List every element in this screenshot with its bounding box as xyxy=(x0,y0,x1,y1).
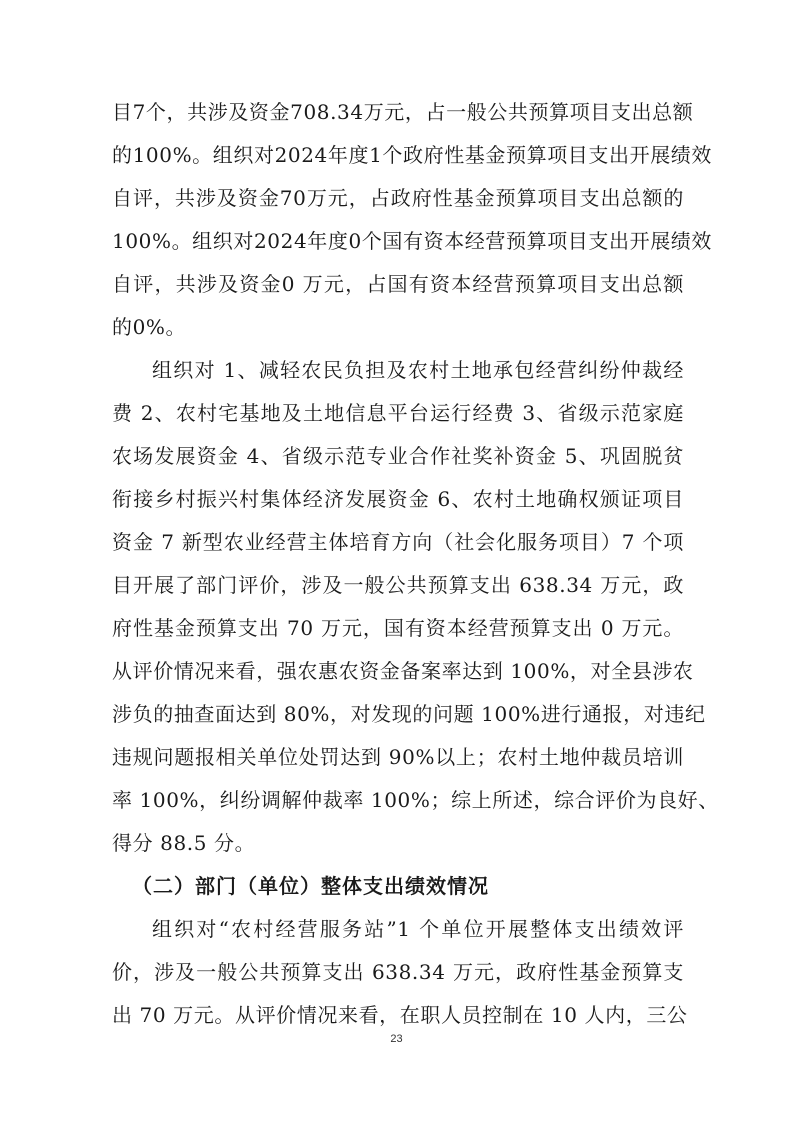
page-number: 23 xyxy=(390,1033,403,1045)
body-line: 自评，共涉及资金0 万元，占国有资本经营预算项目支出总额 xyxy=(112,272,684,296)
body-line: 的100%。组织对2024年度1个政府性基金预算项目支出开展绩效 xyxy=(112,143,713,167)
body-line: 价，涉及一般公共预算支出 638.34 万元，政府性基金预算支 xyxy=(112,960,684,984)
body-line: 农场发展资金 4、省级示范专业合作社奖补资金 5、巩固脱贫 xyxy=(112,444,684,468)
body-line: 涉负的抽查面达到 80%，对发现的问题 100%进行通报，对违纪 xyxy=(112,702,706,726)
body-line: 自评，共涉及资金70万元，占政府性基金预算项目支出总额的 xyxy=(112,186,684,210)
body-line: 违规问题报相关单位处罚达到 90%以上；农村土地仲裁员培训 xyxy=(112,745,684,769)
body-line: 100%。组织对2024年度0个国有资本经营预算项目支出开展绩效 xyxy=(112,229,713,253)
body-line: 目开展了部门评价，涉及一般公共预算支出 638.34 万元，政 xyxy=(112,573,684,597)
body-line: 率 100%，纠纷调解仲裁率 100%；综上所述，综合评价为良好、 xyxy=(112,788,719,812)
paragraph-first-line: 组织对 1、减轻农民负担及农村土地承包经营纠纷仲裁经 xyxy=(152,358,684,382)
body-line: 得分 88.5 分。 xyxy=(112,831,256,855)
body-line: 从评价情况来看，强农惠农资金备案率达到 100%，对全县涉农 xyxy=(112,659,694,683)
body-line: 的0%。 xyxy=(112,315,187,339)
section-heading: （二）部门（单位）整体支出绩效情况 xyxy=(132,874,489,898)
body-line: 出 70 万元。从评价情况来看，在职人员控制在 10 人内，三公 xyxy=(112,1003,688,1027)
body-line: 目7个，共涉及资金708.34万元，占一般公共预算项目支出总额 xyxy=(112,100,694,124)
paragraph-first-line: 组织对“农村经营服务站”1 个单位开展整体支出绩效评 xyxy=(152,917,684,941)
body-line: 费 2、农村宅基地及土地信息平台运行经费 3、省级示范家庭 xyxy=(112,401,684,425)
body-line: 衔接乡村振兴村集体经济发展资金 6、农村土地确权颁证项目 xyxy=(112,487,684,511)
body-line: 府性基金预算支出 70 万元，国有资本经营预算支出 0 万元。 xyxy=(112,616,684,640)
body-line: 资金 7 新型农业经营主体培育方向（社会化服务项目）7 个项 xyxy=(112,530,684,554)
